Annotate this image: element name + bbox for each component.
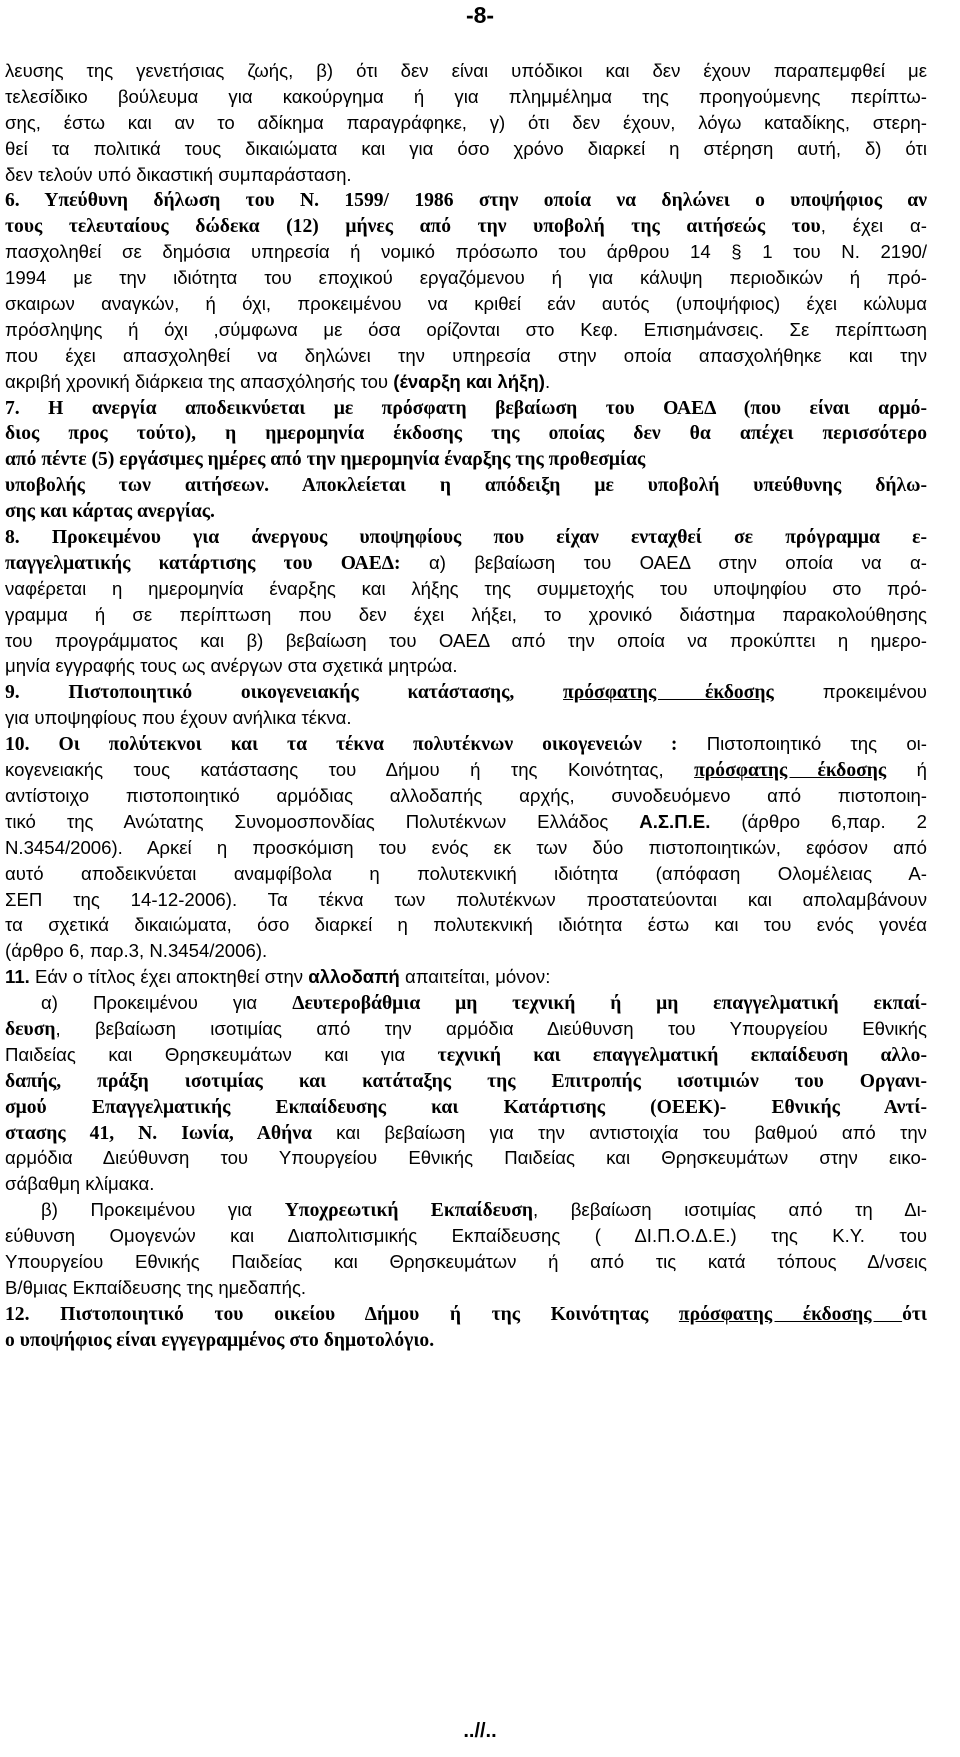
text-segment: ακριβή χρονική διάρκεια της απασχόλησής του	[5, 370, 394, 392]
text-line	[5, 1249, 927, 1275]
text-line	[5, 1327, 927, 1353]
text-line	[5, 291, 927, 317]
text-segment: που έχει απασχοληθεί να δηλώνει την υπηρεσία στην οποία απασχολήθηκε και την	[5, 344, 927, 366]
text-segment: τους τελευταίους δώδεκα (12) μήνες από την υποβολή της αιτήσεώς του	[5, 216, 821, 238]
text-segment: δευση	[5, 1018, 56, 1040]
text-segment: υποβολής των αιτήσεων. Αποκλείεται η απόδειξη με υποβολή υπεύθυνης δήλω-	[5, 475, 927, 497]
text-line	[5, 861, 927, 887]
text-line	[5, 187, 927, 213]
text-line	[5, 757, 927, 783]
text-line	[5, 1120, 927, 1146]
text-segment: δεν τελούν υπό δικαστική συμπαράσταση.	[5, 163, 352, 185]
text-segment: .	[544, 370, 551, 392]
text-segment: πρόσφατης έκδοσης	[678, 1303, 903, 1325]
text-line	[5, 1068, 927, 1094]
text-segment: γραμμα ή σε περίπτωση που δεν έχει λήξει, το χρονικό διάστημα παρακολούθησης	[5, 603, 927, 625]
text-line	[5, 472, 927, 498]
text-segment: αρμόδια Διεύθυνση του Υπουργείου Εθνικής Παιδείας και Θρησκευμάτων στην εικο-	[5, 1147, 927, 1169]
text-segment: Ν.3454/2006). Αρκεί η προσκόμιση του ενός εκ των δύο πιστοποιητικών, εφόσον από	[5, 836, 927, 858]
text-segment: πρόσφατης έκδοσης	[694, 760, 887, 782]
text-segment: (άρθρο 6,παρ. 2	[710, 810, 927, 832]
text-segment: ο υποψήφιος είναι εγγεγραμμένος στο δημοτολόγιο.	[5, 1329, 435, 1351]
text-segment: πασχοληθεί σε δημόσια υπηρεσία ή νομικό πρόσωπο του άρθρου 14 § 1 του Ν. 2190/	[5, 241, 927, 263]
text-segment: τα σχετικά δικαιώματα, όσο διαρκεί η πολυτεκνική ιδιότητα έστω και του ενός γονέα	[5, 914, 927, 936]
text-segment: (άρθρο 6, παρ.3, Ν.3454/2006).	[5, 940, 268, 962]
text-segment: 7. Η ανεργία αποδεικνύεται με πρόσφατη βεβαίωση του ΟΑΕΔ (που είναι αρμό-	[5, 397, 927, 419]
text-line	[5, 809, 927, 835]
text-segment: τεχνική και επαγγελματική εκπαίδευση αλλο-	[437, 1044, 927, 1066]
text-segment: β) Προκειμένου για	[41, 1199, 285, 1221]
text-line	[5, 679, 927, 705]
document-body	[0, 58, 960, 1353]
text-segment: 10. Οι πολύτεκνοι και τα τέκνα πολυτέκνων οικογενειών :	[5, 734, 678, 756]
text-line	[5, 58, 927, 84]
text-line	[5, 938, 927, 964]
text-line	[5, 84, 927, 110]
text-line	[5, 317, 927, 343]
text-line	[5, 498, 927, 524]
text-line	[5, 343, 927, 369]
text-line	[5, 446, 927, 472]
text-segment: τικό της Ανώτατης Συνομοσπονδίας Πολυτέκνων Ελλάδος	[5, 810, 640, 832]
text-segment: κογενειακής τους κατάστασης του Δήμου ή της Κοινότητας,	[5, 759, 695, 781]
text-segment: , βεβαίωση ισοτιμίας από την αρμόδια Διεύθυνση του Υπουργείου Εθνικής	[55, 1017, 927, 1039]
text-line	[5, 964, 927, 990]
text-line	[5, 783, 927, 809]
text-line	[5, 1016, 927, 1042]
text-line	[5, 705, 927, 731]
text-segment: αυτό αποδεικνύεται αναμφίβολα η πολυτεκνική ιδιότητα (απόφαση Ολομέλειας Α-	[5, 862, 927, 884]
text-segment: ή	[886, 759, 927, 781]
text-segment: λευσης της γενετήσιας ζωής, β) ότι δεν είναι υπόδικοι και δεν έχουν παραπεμφθεί με	[5, 60, 927, 81]
text-segment: 8. Προκειμένου για άνεργους υποψηφίους που είχαν ενταχθεί σε πρόγραμμα ε-	[5, 527, 927, 549]
text-line	[5, 420, 927, 446]
text-segment: αντίστοιχο πιστοποιητικό αρμόδιας αλλοδαπής αρχής, συνοδευόμενο από πιστοποιη-	[5, 784, 927, 806]
text-line	[5, 835, 927, 861]
text-segment: πρόσληψης ή όχι ,σύμφωνα με όσα ορίζονται στο Κεφ. Επισημάνσεις. Σε περίπτωση	[5, 318, 927, 340]
text-segment: παγγελματικής κατάρτισης του ΟΑΕΔ:	[5, 552, 401, 574]
text-line	[5, 162, 927, 188]
text-segment: α) Προκειμένου για	[41, 992, 293, 1014]
text-segment: θεί τα πολιτικά τους δικαιώματα και για όσο χρόνο διαρκεί η στέρηση αυτή, δ) ότι	[5, 137, 927, 159]
text-segment: αλλοδαπή	[308, 966, 400, 988]
text-line	[5, 628, 927, 654]
text-segment: Υπουργείου Εθνικής Παιδείας και Θρησκευμάτων ή από τις κατά τόπους Δ/νσεις	[5, 1250, 927, 1272]
text-line	[5, 1301, 927, 1327]
text-line	[5, 912, 927, 938]
text-segment: Παιδείας και Θρησκευμάτων και για	[5, 1043, 438, 1065]
text-segment: , έχει α-	[820, 215, 927, 237]
page-continuation-marker: ..//..	[463, 1720, 497, 1742]
text-segment: α) βεβαίωση του ΟΑΕΔ στην οποία να α-	[400, 551, 928, 573]
text-segment: στασης 41, Ν. Ιωνία, Αθήνα	[5, 1122, 312, 1144]
text-segment: (έναρξη και λήξη)	[393, 370, 545, 392]
text-line	[5, 1275, 927, 1301]
text-segment: 11.	[5, 966, 30, 988]
text-line	[5, 653, 927, 679]
text-segment: Δευτεροβάθμια μη τεχνική ή μη επαγγελματική εκπαί-	[292, 993, 927, 1015]
text-segment: για υποψηφίους που έχουν ανήλικα τέκνα.	[5, 707, 352, 729]
text-segment: από πέντε (5) εργάσιμες ημέρες από την ημερομηνία έναρξης της προθεσμίας	[5, 449, 646, 471]
text-segment: και βεβαίωση για την αντιστοιχία του βαθμού από την	[311, 1121, 927, 1143]
text-line	[5, 239, 927, 265]
text-line	[5, 369, 927, 395]
text-segment: ΣΕΠ της 14-12-2006). Τα τέκνα των πολυτέκνων προστατεύονται και απολαμβάνουν	[5, 888, 927, 910]
text-segment: ναφέρεται η ημερομηνία έναρξης και λήξης της συμμετοχής του υποψηφίου στο πρό-	[5, 577, 927, 599]
text-segment: μηνία εγγραφής τους ως ανέργων στα σχετικά μητρώα.	[5, 655, 458, 677]
text-line	[5, 136, 927, 162]
text-segment: δαπής, πράξη ισοτιμίας και κατάταξης της Επιτροπής ισοτιμιών του Οργανι-	[5, 1070, 927, 1092]
text-line	[5, 1145, 927, 1171]
text-segment: τελεσίδικο βούλευμα για κακούργημα ή για πλημμέλημα της προηγούμενης περίπτω-	[5, 85, 927, 107]
text-segment: 9. Πιστοποιητικό οικογενειακής κατάστασης,	[5, 682, 564, 704]
text-segment: προκειμένου	[773, 681, 927, 703]
text-segment: Α.Σ.Π.Ε.	[639, 810, 711, 832]
text-segment: διος προς τούτο), η ημερομηνία έκδοσης της οποίας δεν θα απέχει περισσότερο	[5, 423, 927, 445]
text-line	[5, 1223, 927, 1249]
text-segment: , βεβαίωση ισοτιμίας από τη Δι-	[532, 1199, 927, 1221]
text-segment: 1994 με την ιδιότητα του εποχικού εργαζόμενου ή για κάλυψη περιοδικών ή πρό-	[5, 267, 927, 289]
text-line	[5, 1042, 927, 1068]
text-segment: Υποχρεωτική Εκπαίδευση	[284, 1200, 533, 1222]
text-segment: σης, έστω και αν το αδίκημα παραγράφηκε, γ) ότι δεν έχουν, λόγω καταδίκης, στερη-	[5, 111, 927, 133]
text-line	[5, 1094, 927, 1120]
text-segment: εύθυνση Ομογενών και Διαπολιτισμικής Εκπαίδευσης ( ΔΙ.Π.Ο.Δ.Ε.) της Κ.Υ. του	[5, 1225, 927, 1247]
text-line	[5, 1171, 927, 1197]
text-line	[5, 550, 927, 576]
text-segment: σης και κάρτας ανεργίας.	[5, 501, 215, 523]
text-line	[5, 990, 927, 1016]
text-line	[5, 110, 927, 136]
text-segment: του προγράμματος και β) βεβαίωση του ΟΑΕΔ από την οποία να προκύπτει η ημερο-	[5, 629, 927, 651]
text-segment: απαιτείται, μόνον:	[399, 966, 551, 988]
page-number: -8-	[465, 2, 495, 28]
text-segment: Εάν ο τίτλος έχει αποκτηθεί στην	[29, 966, 309, 988]
text-segment: ότι	[902, 1303, 927, 1325]
text-line	[5, 602, 927, 628]
text-segment: σκαιρων αναγκών, ή όχι, προκειμένου να κριθεί εάν αυτός (υποψήφιος) έχει κώλυμα	[5, 293, 927, 315]
text-line	[5, 887, 927, 913]
text-segment: πρόσφατης έκδοσης	[563, 682, 774, 704]
text-segment: 12. Πιστοποιητικό του οικείου Δήμου ή της Κοινότητας	[5, 1303, 679, 1325]
text-line	[5, 213, 927, 239]
text-segment: Πιστοποιητικό της οι-	[677, 733, 927, 755]
text-segment: 6. Υπεύθυνη δήλωση του Ν. 1599/ 1986 στην οποία να δηλώνει ο υποψήφιος αν	[5, 190, 927, 212]
text-segment: Β/θμιας Εκπαίδευσης της ημεδαπής.	[5, 1276, 307, 1298]
text-line	[5, 524, 927, 550]
text-line	[5, 395, 927, 421]
text-line	[5, 731, 927, 757]
text-line	[5, 1197, 927, 1223]
text-line	[5, 265, 927, 291]
text-line	[5, 576, 927, 602]
text-segment: σμού Επαγγελματικής Εκπαίδευσης και Κατάρτισης (ΟΕΕΚ)- Εθνικής Αντί-	[5, 1096, 927, 1118]
text-segment: σάβαθμη κλίμακα.	[5, 1173, 155, 1195]
